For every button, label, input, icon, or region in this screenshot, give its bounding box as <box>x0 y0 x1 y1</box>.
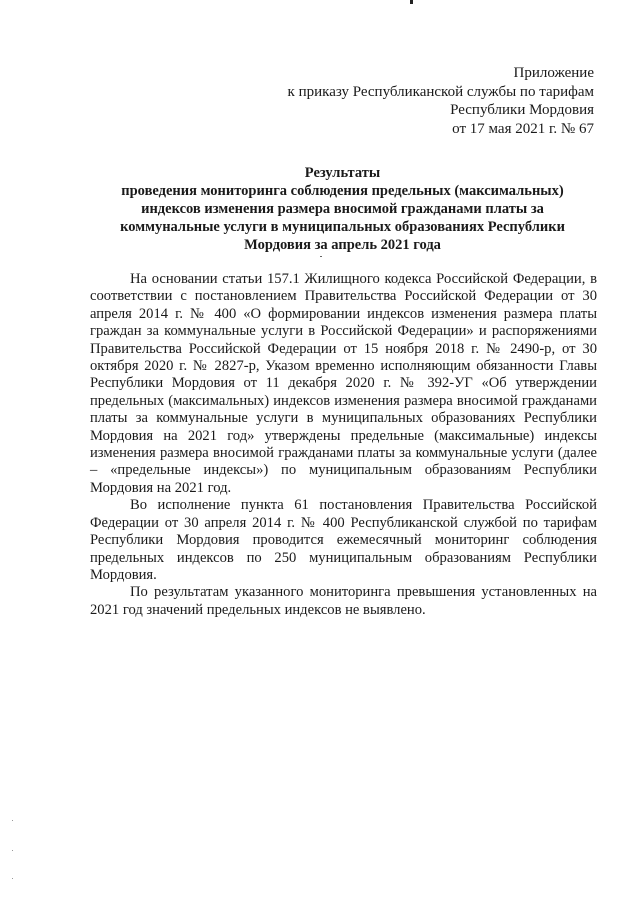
scan-artifact <box>12 878 13 879</box>
appendix-line: Республики Мордовия <box>450 102 594 118</box>
title-line: индексов изменения размера вносимой гражданами платы за <box>141 201 544 217</box>
body-paragraph: Во исполнение пункта 61 постановления Правительства Российской Федерации от 30 апреля 2014 г. № 400 Республиканской службой по тарифам Республики Мордовия проводится ежемесячный мониторинг соблюдения предельных индексов по 250 муниципальным образованиям Республики Мордовия. <box>90 497 597 583</box>
body-paragraph: По результатам указанного мониторинга превышения установленных на 2021 год значений предельных индексов не выявлено. <box>90 584 597 618</box>
appendix-line: от 17 мая 2021 г. № 67 <box>452 120 594 137</box>
scan-artifact <box>320 256 322 257</box>
body-paragraph: На основании статьи 157.1 Жилищного кодекса Российской Федерации, в соответствии с постановлением Правительства Российской Федерации от 30 апреля 2014 г. № 400 «О формировании индексов изменения размера платы граждан за коммунальные услуги в Российской Федерации» и распоряжениями Правительства Российской Федерации от 15 ноября 2018 г. № 2490-р, от 30 октября 2020 г. № 2827-р, Указом временно исполняющим обязанности Главы Республики Мордовия от 11 декабря 2020 г. № 392-УГ «Об утверждении предельных (максимальных) индексов изменения размера вносимой гражданами платы за коммунальные услуги в муниципальных образованиях Республики Мордовия на 2021 год» утверждены предельные (максимальные) индексы изменения размера вносимой гражданами платы за коммунальные услуги (далее – «предельные индексы») по муниципальным образованиям Республики Мордовия на 2021 год. <box>90 271 597 496</box>
scan-artifact <box>12 820 13 821</box>
title-line: Мордовия за апрель 2021 года <box>244 237 441 253</box>
title-line: Результаты <box>304 165 381 181</box>
title-line: коммунальные услуги в муниципальных образованиях Республики <box>120 219 565 235</box>
appendix-block <box>288 64 594 138</box>
document-body <box>90 271 597 619</box>
title-line: проведения мониторинга соблюдения предельных (максимальных) <box>121 183 564 199</box>
scan-artifact <box>410 0 413 4</box>
document-title <box>100 164 585 254</box>
appendix-line: к приказу Республиканской службы по тарифам <box>287 83 594 100</box>
scan-artifact <box>12 850 13 851</box>
appendix-line: Приложение <box>513 65 594 81</box>
